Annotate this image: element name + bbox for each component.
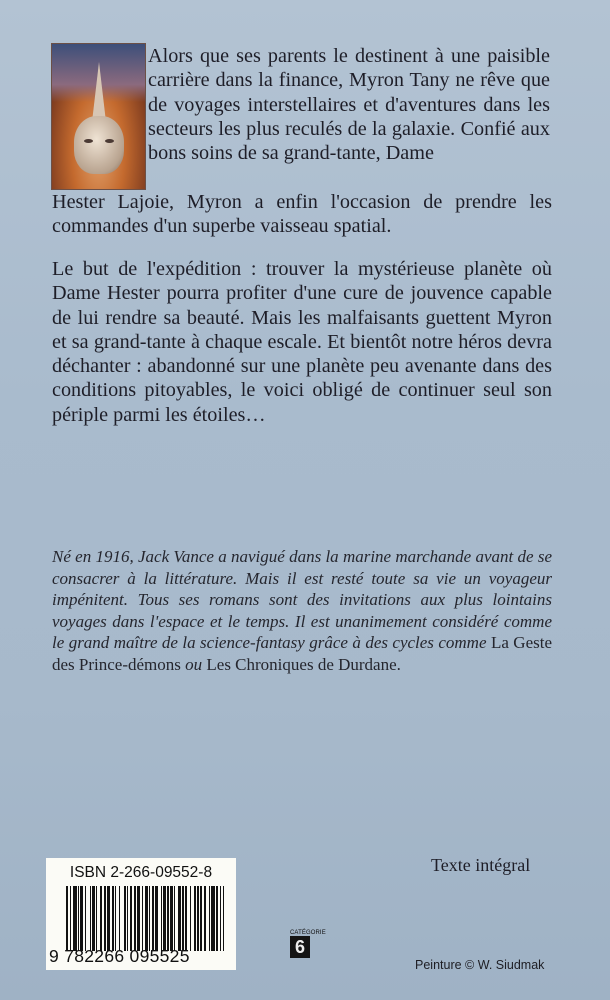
barcode-stripe (170, 886, 172, 951)
barcode-stripe (216, 886, 218, 951)
barcode-stripe (80, 886, 82, 951)
barcode-stripe (90, 886, 91, 951)
barcode-stripe (220, 886, 221, 951)
barcode-stripe (155, 886, 159, 951)
barcode-stripe (73, 886, 77, 951)
isbn-text: ISBN 2-266-09552-8 (69, 864, 213, 881)
barcode-stripe (152, 886, 153, 951)
bio-conjunction: ou (180, 654, 207, 674)
author-bio (52, 546, 552, 675)
barcode-stripe (112, 886, 114, 951)
barcode-stripe (115, 886, 116, 951)
barcode-stripe (104, 886, 105, 951)
category-number: 6 (290, 936, 310, 958)
barcode-stripe (130, 886, 132, 951)
summary-paragraph-2: Le but de l'expédition : trouver la mystérieuse planète où Dame Hester pourra profiter d'une cure de jouvence capable de lui rendre sa beauté. Mais les malfaisants guettent Myron et sa grand-tante à chaque escale. Et bientôt notre héros devra déchanter : abandonné sur une planète peu avenante dans des conditions pitoyables, le voici obligé de continuer seul son périple parmi les étoiles… (52, 258, 552, 426)
barcode-stripe (209, 886, 210, 951)
barcode-stripe (119, 886, 120, 951)
barcode-box (46, 858, 236, 970)
bio-book-title-2: Les Chroniques de Durdane (206, 654, 397, 674)
barcode-stripe (185, 886, 187, 951)
bio-book-title-1: La Geste des Prince-démons (52, 633, 553, 674)
barcode-stripe (163, 886, 165, 951)
barcode-stripe (211, 886, 215, 951)
barcode-stripe (70, 886, 71, 951)
barcode-stripe (178, 886, 182, 951)
summary-paragraph-1-top: Alors que ses parents le destinent à une paisible carrière dans la finance, Myron Tany ne rêve que de voyages interstellaires et d'aventures dans les secteurs les plus reculés de la galaxie. Confié aux bons soins de sa grand-tante, Dame (148, 45, 550, 165)
barcode-stripe (174, 886, 175, 951)
ean-number: 9 782266 095525 (49, 946, 190, 966)
barcode-stripe (223, 886, 224, 951)
barcode-stripe (100, 886, 102, 951)
barcode-stripe (149, 886, 150, 951)
barcode-stripe (204, 886, 206, 951)
barcode-stripe (194, 886, 195, 951)
barcode-stripe (124, 886, 126, 951)
cover-illustration (52, 44, 145, 189)
illustration-credit: Peinture © W. Siudmak (415, 958, 545, 972)
summary-paragraph-1-bottom: Hester Lajoie, Myron a enfin l'occasion de prendre les commandes d'un superbe vaisseau spatial. (52, 191, 552, 238)
barcode-stripe (107, 886, 111, 951)
barcode-stripe (78, 886, 79, 951)
barcode-stripe (134, 886, 135, 951)
barcode-stripe (161, 886, 162, 951)
bio-text: Né en 1916, Jack Vance a navigué dans la marine marchande avant de se consacrer à la littérature. Mais il est resté toute sa vie un voyageur impénitent. Tous ses romans sont des invitations aux plus lointains voyages dans l'espace et le temps. Il est unanimement considéré comme le grand maître de la science-fantasy grâce à des cycles comme (52, 547, 552, 652)
barcode-bars (66, 886, 226, 951)
category-label: CATÉGORIE (290, 930, 326, 936)
barcode-stripe (190, 886, 191, 951)
category-badge (290, 930, 326, 958)
bio-end: . (396, 654, 401, 674)
barcode-stripe (96, 886, 97, 951)
barcode-stripe (85, 886, 86, 951)
barcode-stripe (66, 886, 68, 951)
barcode-stripe (92, 886, 94, 951)
barcode-stripe (167, 886, 169, 951)
barcode-stripe (127, 886, 128, 951)
barcode-stripe (182, 886, 183, 951)
barcode-stripe (200, 886, 201, 951)
texte-integral-label: Texte intégral (431, 855, 531, 875)
barcode-stripe (197, 886, 199, 951)
barcode-stripe (137, 886, 141, 951)
barcode-stripe (145, 886, 147, 951)
barcode-stripe (142, 886, 143, 951)
